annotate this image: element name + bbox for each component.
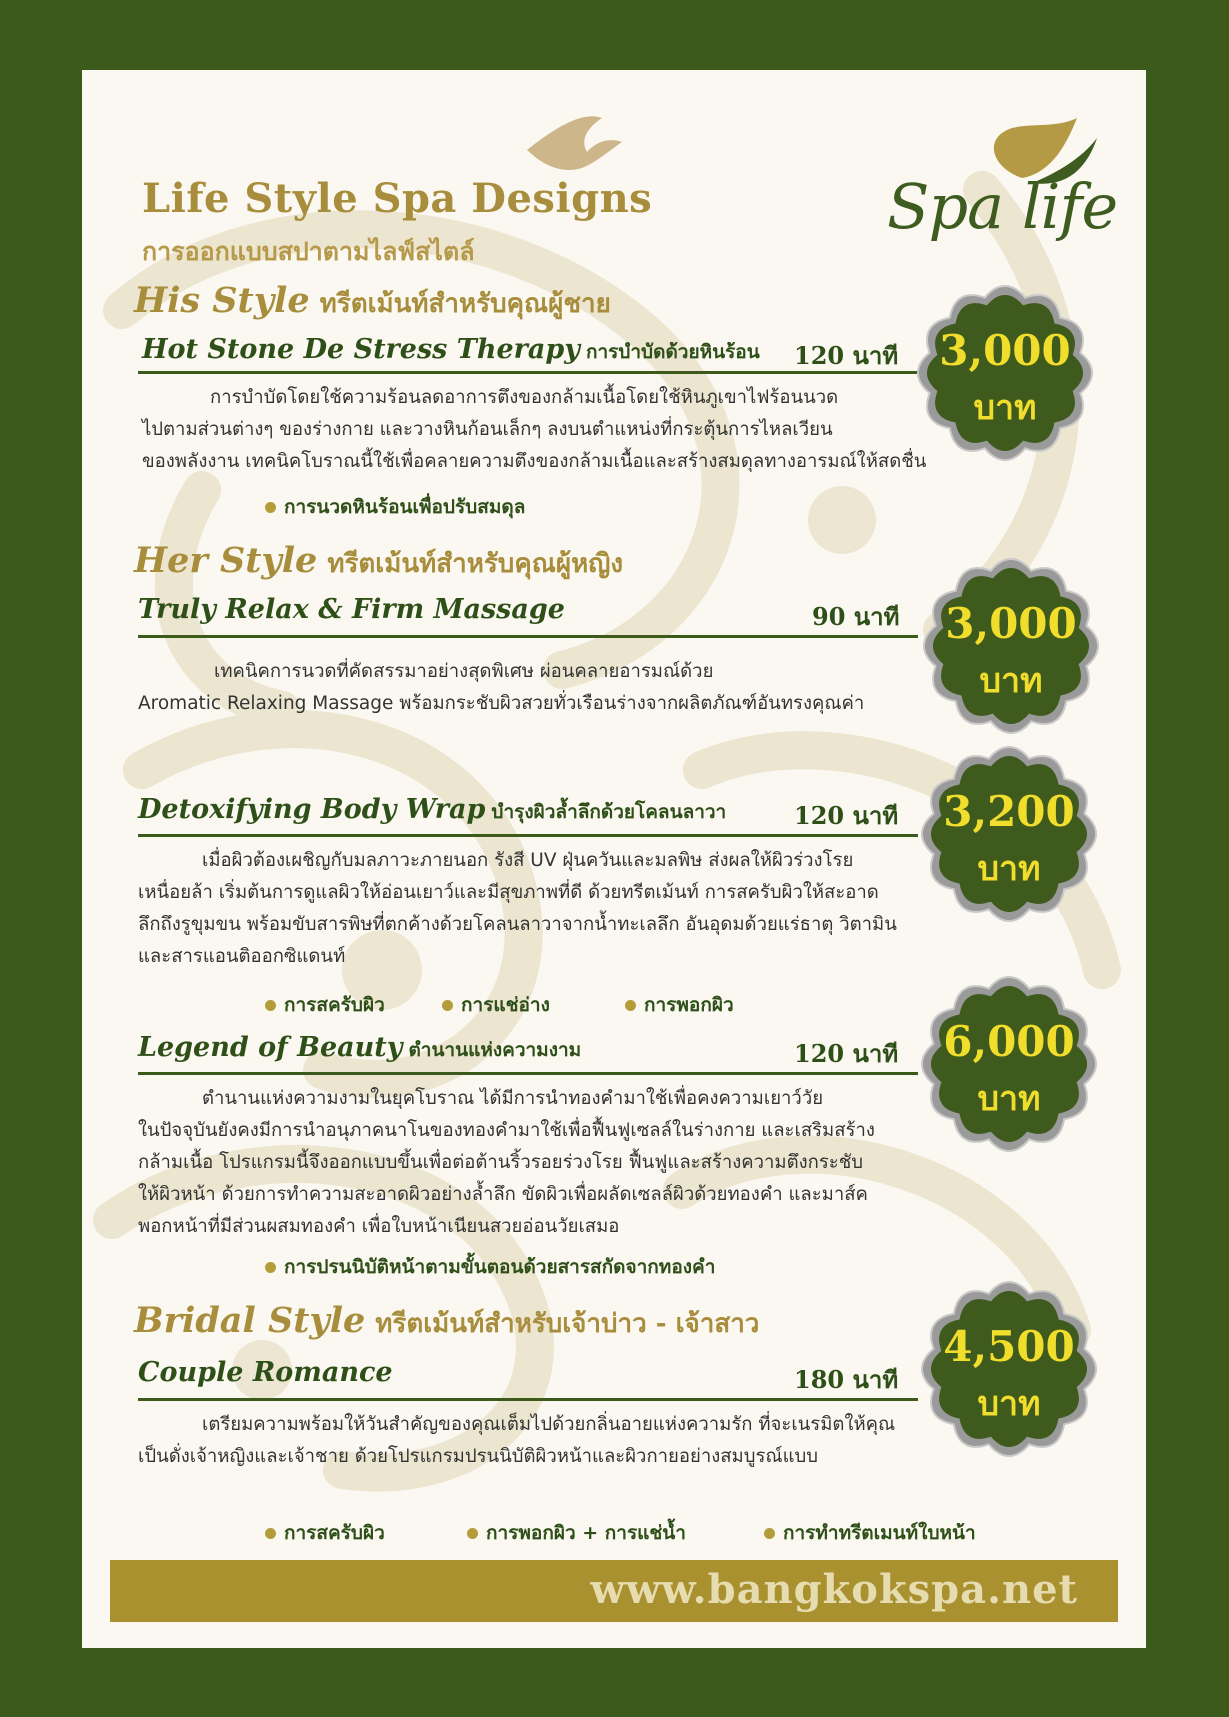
description-line: ตำนานแห่งความงามในยุคโบราณ ได้มีการนำทองคำมาใช้เพื่อคงความเยาว์วัย bbox=[202, 1088, 824, 1109]
bullet-dot-icon bbox=[625, 1000, 636, 1011]
treatment-name-en: Legend of Beauty bbox=[138, 1032, 403, 1063]
bullet-dot-icon bbox=[467, 1528, 478, 1539]
treatment-description bbox=[142, 382, 926, 478]
divider bbox=[138, 371, 918, 374]
bullet-label: การพอกผิว bbox=[644, 994, 734, 1016]
treatment-duration: 90 นาที bbox=[812, 602, 900, 631]
bullet-item bbox=[265, 990, 385, 1020]
treatment-name-en: Hot Stone De Stress Therapy bbox=[142, 334, 580, 365]
bullet-item bbox=[625, 990, 734, 1020]
treatment-name-en: Detoxifying Body Wrap bbox=[138, 794, 486, 825]
treatment-description bbox=[138, 1409, 895, 1473]
price-unit: บาท bbox=[977, 849, 1041, 889]
treatment-duration: 120 นาที bbox=[794, 341, 899, 370]
description-line: การบำบัดโดยใช้ความร้อนลดอาการตึงของกล้ามเนื้อโดยใช้หินภูเขาไฟร้อนนวด bbox=[210, 387, 839, 408]
section-bridal-style bbox=[134, 1300, 759, 1344]
treatment-duration: 120 นาที bbox=[794, 1039, 899, 1068]
bullet-label: การนวดหินร้อนเพื่อปรับสมดุล bbox=[284, 496, 526, 518]
price-value: 6,000 bbox=[943, 1017, 1075, 1066]
bullet-item bbox=[467, 1518, 686, 1548]
description-line: ในปัจจุบันยังคงมีการนำอนุภาคนาโนของทองคำมาใช้เพื่อฟื้นฟูเซลล์ในร่างกาย และเสริมสร้าง bbox=[138, 1120, 875, 1141]
price-badge bbox=[922, 557, 1100, 735]
description-line: ของพลังงาน เทคนิคโบราณนี้ใช้เพื่อคลายความตึงของกล้ามเนื้อและสร้างสมดุลทางอารมณ์ให้สดชื่น bbox=[142, 451, 927, 472]
price-unit: บาท bbox=[979, 661, 1043, 701]
price-badge bbox=[920, 745, 1098, 923]
section-title: Her Style bbox=[134, 540, 318, 581]
price-value: 4,500 bbox=[943, 1322, 1075, 1371]
price-value: 3,000 bbox=[939, 326, 1071, 375]
treatment-name bbox=[138, 794, 726, 827]
description-line: เตรียมความพร้อมให้วันสำคัญของคุณเต็มไปด้วยกลิ่นอายแห่งความรัก ที่จะเนรมิตให้คุณ bbox=[202, 1414, 896, 1435]
description-line: ไปตามส่วนต่างๆ ของร่างกาย และวางหินก้อนเล็กๆ ลงบนตำแหน่งที่กระตุ้นการไหลเวียน bbox=[142, 419, 833, 440]
footer-bar bbox=[110, 1560, 1118, 1622]
treatment-name bbox=[138, 594, 565, 625]
description-line: และสารแอนติออกซิแดนท์ bbox=[138, 946, 346, 967]
description-line: พอกหน้าที่มีส่วนผสมทองคำ เพื่อใบหน้าเนียนสวยอ่อนวัยเสมอ bbox=[138, 1216, 620, 1237]
page-subtitle: การออกแบบสปาตามไลฟ์สไตล์ bbox=[142, 237, 475, 266]
divider bbox=[138, 834, 918, 837]
section-title-th: ทรีตเม้นท์สำหรับคุณผู้หญิง bbox=[327, 549, 624, 579]
bullet-label: การแช่อ่าง bbox=[461, 994, 550, 1016]
treatment-name-th: บำรุงผิวล้ำลึกด้วยโคลนลาวา bbox=[491, 801, 727, 823]
bullet-item bbox=[442, 990, 550, 1020]
bullet-dot-icon bbox=[265, 1262, 276, 1273]
treatment-name bbox=[138, 1032, 581, 1065]
treatment-description bbox=[138, 656, 864, 720]
price-badge bbox=[920, 1280, 1098, 1458]
description-line: กล้ามเนื้อ โปรแกรมนี้จึงออกแบบขึ้นเพื่อต่อต้านริ้วรอยร่วงโรย ฟื้นฟูและสร้างความตึงกระชับ bbox=[138, 1152, 864, 1173]
bullet-item bbox=[265, 1518, 385, 1548]
treatment-name-th: ตำนานแห่งความงาม bbox=[408, 1039, 582, 1061]
bullet-item bbox=[764, 1518, 976, 1548]
bullet-item bbox=[265, 492, 525, 522]
description-line: ลึกถึงรูขุมขน พร้อมขับสารพิษที่ตกค้างด้วยโคลนลาวาจากน้ำทะเลลึก อันอุดมด้วยแร่ธาตุ วิตามิน bbox=[138, 914, 897, 935]
section-title: Bridal Style bbox=[134, 1300, 366, 1341]
price-badge bbox=[920, 975, 1098, 1153]
bullet-label: การสครับผิว bbox=[284, 1522, 385, 1544]
treatment-name bbox=[142, 334, 760, 367]
price-badge bbox=[916, 284, 1094, 462]
bullet-dot-icon bbox=[442, 1000, 453, 1011]
bullet-label: การปรนนิบัติหน้าตามขั้นตอนด้วยสารสกัดจากทองคำ bbox=[284, 1256, 716, 1278]
section-her-style bbox=[134, 540, 623, 584]
bullet-item bbox=[265, 1252, 715, 1282]
bullet-label: การสครับผิว bbox=[284, 994, 385, 1016]
description-line: Aromatic Relaxing Massage พร้อมกระชับผิวสวยทั่วเรือนร่างจากผลิตภัณฑ์อันทรงคุณค่า bbox=[138, 693, 865, 714]
price-value: 3,000 bbox=[945, 599, 1077, 648]
bullet-dot-icon bbox=[265, 1000, 276, 1011]
spa-life-logo: Spa life bbox=[887, 170, 1118, 243]
price-unit: บาท bbox=[977, 1079, 1041, 1119]
treatment-description bbox=[138, 845, 897, 973]
description-line: เหนื่อยล้า เริ่มต้นการดูแลผิวให้อ่อนเยาว์และมีสุขภาพที่ดี ด้วยทรีตเม้นท์ การสครับผิวให้สะอาด bbox=[138, 882, 879, 903]
treatment-duration: 180 นาที bbox=[794, 1365, 899, 1394]
description-line: เป็นดั่งเจ้าหญิงและเจ้าชาย ด้วยโปรแกรมปรนนิบัติผิวหน้าและผิวกายอย่างสมบูรณ์แบบ bbox=[138, 1446, 818, 1467]
section-title: His Style bbox=[134, 280, 310, 321]
bullet-label: การทำทรีตเมนท์ใบหน้า bbox=[783, 1522, 976, 1544]
description-line: เทคนิคการนวดที่คัดสรรมาอย่างสุดพิเศษ ผ่อนคลายอารมณ์ด้วย bbox=[214, 661, 714, 682]
treatment-description bbox=[138, 1083, 875, 1243]
divider bbox=[138, 1072, 918, 1075]
section-title-th: ทรีตเม้นท์สำหรับคุณผู้ชาย bbox=[319, 289, 611, 319]
bullet-dot-icon bbox=[265, 502, 276, 513]
bullet-label: การพอกผิว + การแช่น้ำ bbox=[486, 1522, 686, 1544]
treatment-name-th: การบำบัดด้วยหินร้อน bbox=[585, 341, 760, 363]
treatment-name bbox=[138, 1357, 393, 1388]
section-title-th: ทรีตเม้นท์สำหรับเจ้าบ่าว - เจ้าสาว bbox=[375, 1309, 760, 1339]
bullet-dot-icon bbox=[265, 1528, 276, 1539]
price-value: 3,200 bbox=[943, 787, 1075, 836]
treatment-name-en: Truly Relax & Firm Massage bbox=[138, 594, 565, 625]
page-title: Life Style Spa Designs bbox=[142, 175, 653, 222]
menu-panel bbox=[82, 70, 1146, 1648]
description-line: ให้ผิวหน้า ด้วยการทำความสะอาดผิวอย่างล้ำลึก ขัดผิวเพื่อผลัดเซลล์ผิวด้วยทองคำ และมาส์ค bbox=[138, 1184, 868, 1205]
description-line: เมื่อผิวต้องเผชิญกับมลภาวะภายนอก รังสี UV ฝุ่นควันและมลพิษ ส่งผลให้ผิวร่วงโรย bbox=[202, 850, 854, 871]
treatment-duration: 120 นาที bbox=[794, 801, 899, 830]
section-his-style bbox=[134, 280, 611, 324]
price-unit: บาท bbox=[977, 1384, 1041, 1424]
bullet-dot-icon bbox=[764, 1528, 775, 1539]
price-unit: บาท bbox=[973, 388, 1037, 428]
divider bbox=[138, 1398, 918, 1401]
website-link[interactable]: www.bangkokspa.net bbox=[590, 1566, 1078, 1613]
treatment-name-en: Couple Romance bbox=[138, 1357, 393, 1388]
divider bbox=[138, 635, 918, 638]
